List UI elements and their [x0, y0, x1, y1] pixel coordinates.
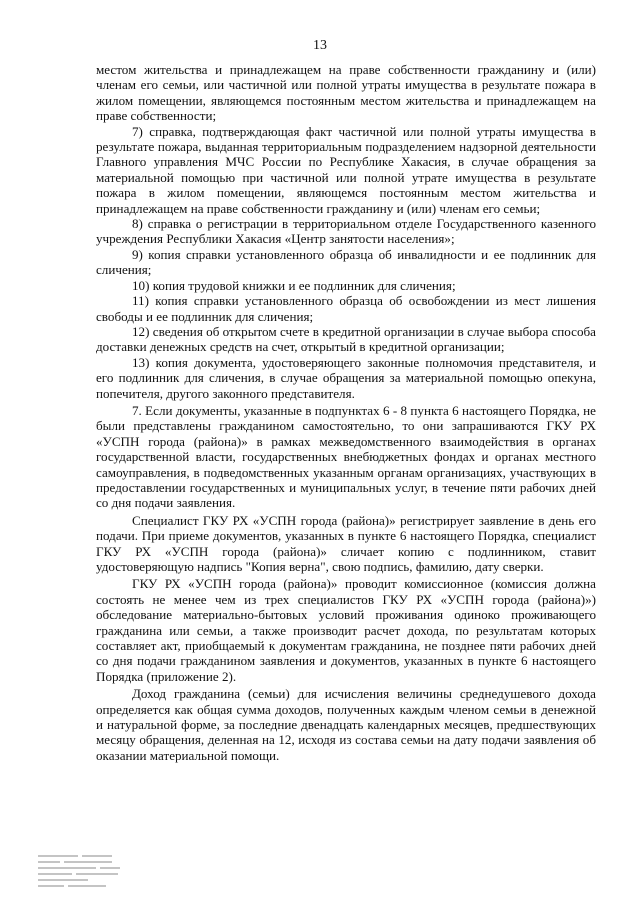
clause-7: 7. Если документы, указанные в подпунктах 6 - 8 пункта 6 настоящего Порядка, не были представлены гражданином самостоятельно, то они запрашиваются ГКУ РХ «УСПН города (района)» в рамках межведомственного взаимодействия в органах государственной власти, государственных внебюджетных фондах и органах местного самоуправления, в подведомственных указанным органам организациях, участвующих в предоставлении государственных и муниципальных услуг, в течение пяти рабочих дней со дня подачи заявления. — [96, 402, 596, 511]
document-body — [96, 62, 596, 763]
paragraph-income: Доход гражданина (семьи) для исчисления величины среднедушевого дохода определяется как общая сумма доходов, полученных каждым членом семьи в денежной и натуральной форме, за последние двенадцать календарных месяцев, предшествующих месяцу обращения, деленная на 12, исходя из состава семьи на дату подачи заявления об оказании материальной помощи. — [96, 686, 596, 763]
list-item-12: 12) сведения об открытом счете в кредитной организации в случае выбора способа доставки денежных средств на счет, открытый в кредитной организации; — [96, 323, 596, 355]
list-item-13: 13) копия документа, удостоверяющего законные полномочия представителя, и его подлинник для сличения, в случае обращения за материальной помощью опекуна, попечителя, другого законного представителя. — [96, 354, 596, 401]
list-item-7: 7) справка, подтверждающая факт частичной или полной утраты имущества в результате пожара, выданная территориальным подразделением надзорной деятельности Главного управления МЧС России по Республике Хакасия, в случае обращения за материальной помощью при частичной или полной утрате имущества в результате пожара в жилом помещении, являющемся постоянным местом жительства и принадлежащем на праве собственности гражданину и (или) членам его семьи; — [96, 123, 596, 216]
faded-stamp — [36, 853, 128, 889]
page-number: 13 — [313, 38, 327, 53]
list-item-9: 9) копия справки установленного образца об инвалидности и ее подлинник для сличения; — [96, 246, 596, 278]
list-item-11: 11) копия справки установленного образца об освобождении из мест лишения свободы и ее подлинник для сличения; — [96, 293, 596, 324]
paragraph-commission: ГКУ РХ «УСПН города (района)» проводит комиссионное (комиссия должна состоять не менее чем из трех специалистов ГКУ РХ «УСПН города (района)») обследование материально-бытовых условий проживания одиноко проживающего гражданина или семьи, а также производит расчет дохода, по результатам которых составляет акт, приобщаемый к документам гражданина, не позднее пяти рабочих дней со дня подачи гражданином заявления и документов, указанных в пункте 6 настоящего Порядка (приложение 2). — [96, 576, 596, 684]
paragraph-registration: Специалист ГКУ РХ «УСПН города (района)» регистрирует заявление в день его подачи. При приеме документов, указанных в пункте 6 настоящего Порядка, специалист ГКУ РХ «УСПН города (района)» сличает копию с подлинником, ставит удостоверяющую надпись "Копия верна", свою подпись, фамилию, дату сверки. — [96, 512, 596, 574]
list-item-10: 10) копия трудовой книжки и ее подлинник для сличения; — [132, 277, 456, 293]
paragraph-continuation: местом жительства и принадлежащем на праве собственности гражданину и (или) членам его семьи, или частичной или полной утраты имущества в результате пожара в жилом помещении, являющемся постоянным местом жительства и принадлежащем на праве собственности; — [96, 62, 596, 124]
list-item-8: 8) справка о регистрации в территориальном отделе Государственного казенного учреждения Республики Хакасия «Центр занятости населения»; — [96, 216, 596, 247]
